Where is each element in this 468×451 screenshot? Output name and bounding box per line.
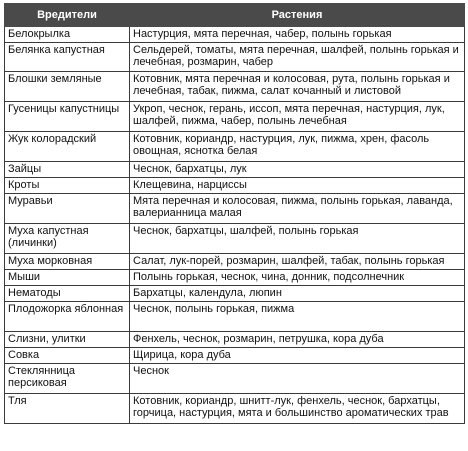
table-row (5, 27, 465, 43)
pest-cell: Муравьи (5, 194, 130, 224)
table-row (5, 394, 465, 424)
pest-plant-table-container (4, 3, 464, 424)
plants-cell: Котовник, мята перечная и колосовая, рута, полынь горькая и лечебная, табак, пижма, салат кочанный и листовой (130, 72, 465, 102)
pest-cell: Стеклянница персиковая (5, 364, 130, 394)
table-row (5, 254, 465, 270)
table-row (5, 364, 465, 394)
pest-cell: Плодожорка яблонная (5, 302, 130, 332)
table-row (5, 178, 465, 194)
plants-cell: Чеснок, бархатцы, лук (130, 162, 465, 178)
pest-cell: Совка (5, 348, 130, 364)
table-row (5, 162, 465, 178)
pest-cell: Зайцы (5, 162, 130, 178)
pest-cell: Тля (5, 394, 130, 424)
table-row (5, 302, 465, 332)
table-header (5, 4, 465, 27)
header-row (5, 4, 465, 27)
table-row (5, 102, 465, 132)
table-row (5, 43, 465, 72)
pest-plant-table (4, 3, 465, 424)
plants-cell: Салат, лук-порей, розмарин, шалфей, табак, полынь горькая (130, 254, 465, 270)
pest-cell: Белянка капустная (5, 43, 130, 72)
table-row (5, 348, 465, 364)
plants-cell: Мята перечная и колосовая, пижма, полынь горькая, лаванда, валерианница малая (130, 194, 465, 224)
table-row (5, 286, 465, 302)
pest-cell: Муха капустная (личинки) (5, 224, 130, 254)
plants-cell: Чеснок (130, 364, 465, 394)
plants-cell: Бархатцы, календула, люпин (130, 286, 465, 302)
header-plants: Растения (130, 4, 465, 27)
plants-cell: Котовник, кориандр, шнитт-лук, фенхель, чеснок, бархатцы, горчица, настурция, мята и большинство ароматических трав (130, 394, 465, 424)
table-row (5, 132, 465, 162)
plants-cell: Щирица, кора дуба (130, 348, 465, 364)
pest-cell: Слизни, улитки (5, 332, 130, 348)
table-body (5, 27, 465, 424)
pest-cell: Белокрылка (5, 27, 130, 43)
pest-cell: Муха морковная (5, 254, 130, 270)
table-row (5, 332, 465, 348)
plants-cell: Клещевина, нарциссы (130, 178, 465, 194)
plants-cell: Полынь горькая, чеснок, чина, донник, подсолнечник (130, 270, 465, 286)
pest-cell: Нематоды (5, 286, 130, 302)
table-row (5, 224, 465, 254)
plants-cell: Фенхель, чеснок, розмарин, петрушка, кора дуба (130, 332, 465, 348)
plants-cell: Укроп, чеснок, герань, иссоп, мята перечная, настурция, лук, шалфей, пижма, чабер, полынь лечебная (130, 102, 465, 132)
plants-cell: Чеснок, бархатцы, шалфей, полынь горькая (130, 224, 465, 254)
plants-cell: Чеснок, полынь горькая, пижма (130, 302, 465, 332)
plants-cell: Настурция, мята перечная, чабер, полынь горькая (130, 27, 465, 43)
header-pests: Вредители (5, 4, 130, 27)
table-row (5, 194, 465, 224)
table-row (5, 270, 465, 286)
pest-cell: Блошки земляные (5, 72, 130, 102)
pest-cell: Гусеницы капустницы (5, 102, 130, 132)
plants-cell: Котовник, кориандр, настурция, лук, пижма, хрен, фасоль овощная, яснотка белая (130, 132, 465, 162)
pest-cell: Мыши (5, 270, 130, 286)
table-row (5, 72, 465, 102)
plants-cell: Сельдерей, томаты, мята перечная, шалфей, полынь горькая и лечебная, розмарин, чабер (130, 43, 465, 72)
pest-cell: Кроты (5, 178, 130, 194)
pest-cell: Жук колорадский (5, 132, 130, 162)
